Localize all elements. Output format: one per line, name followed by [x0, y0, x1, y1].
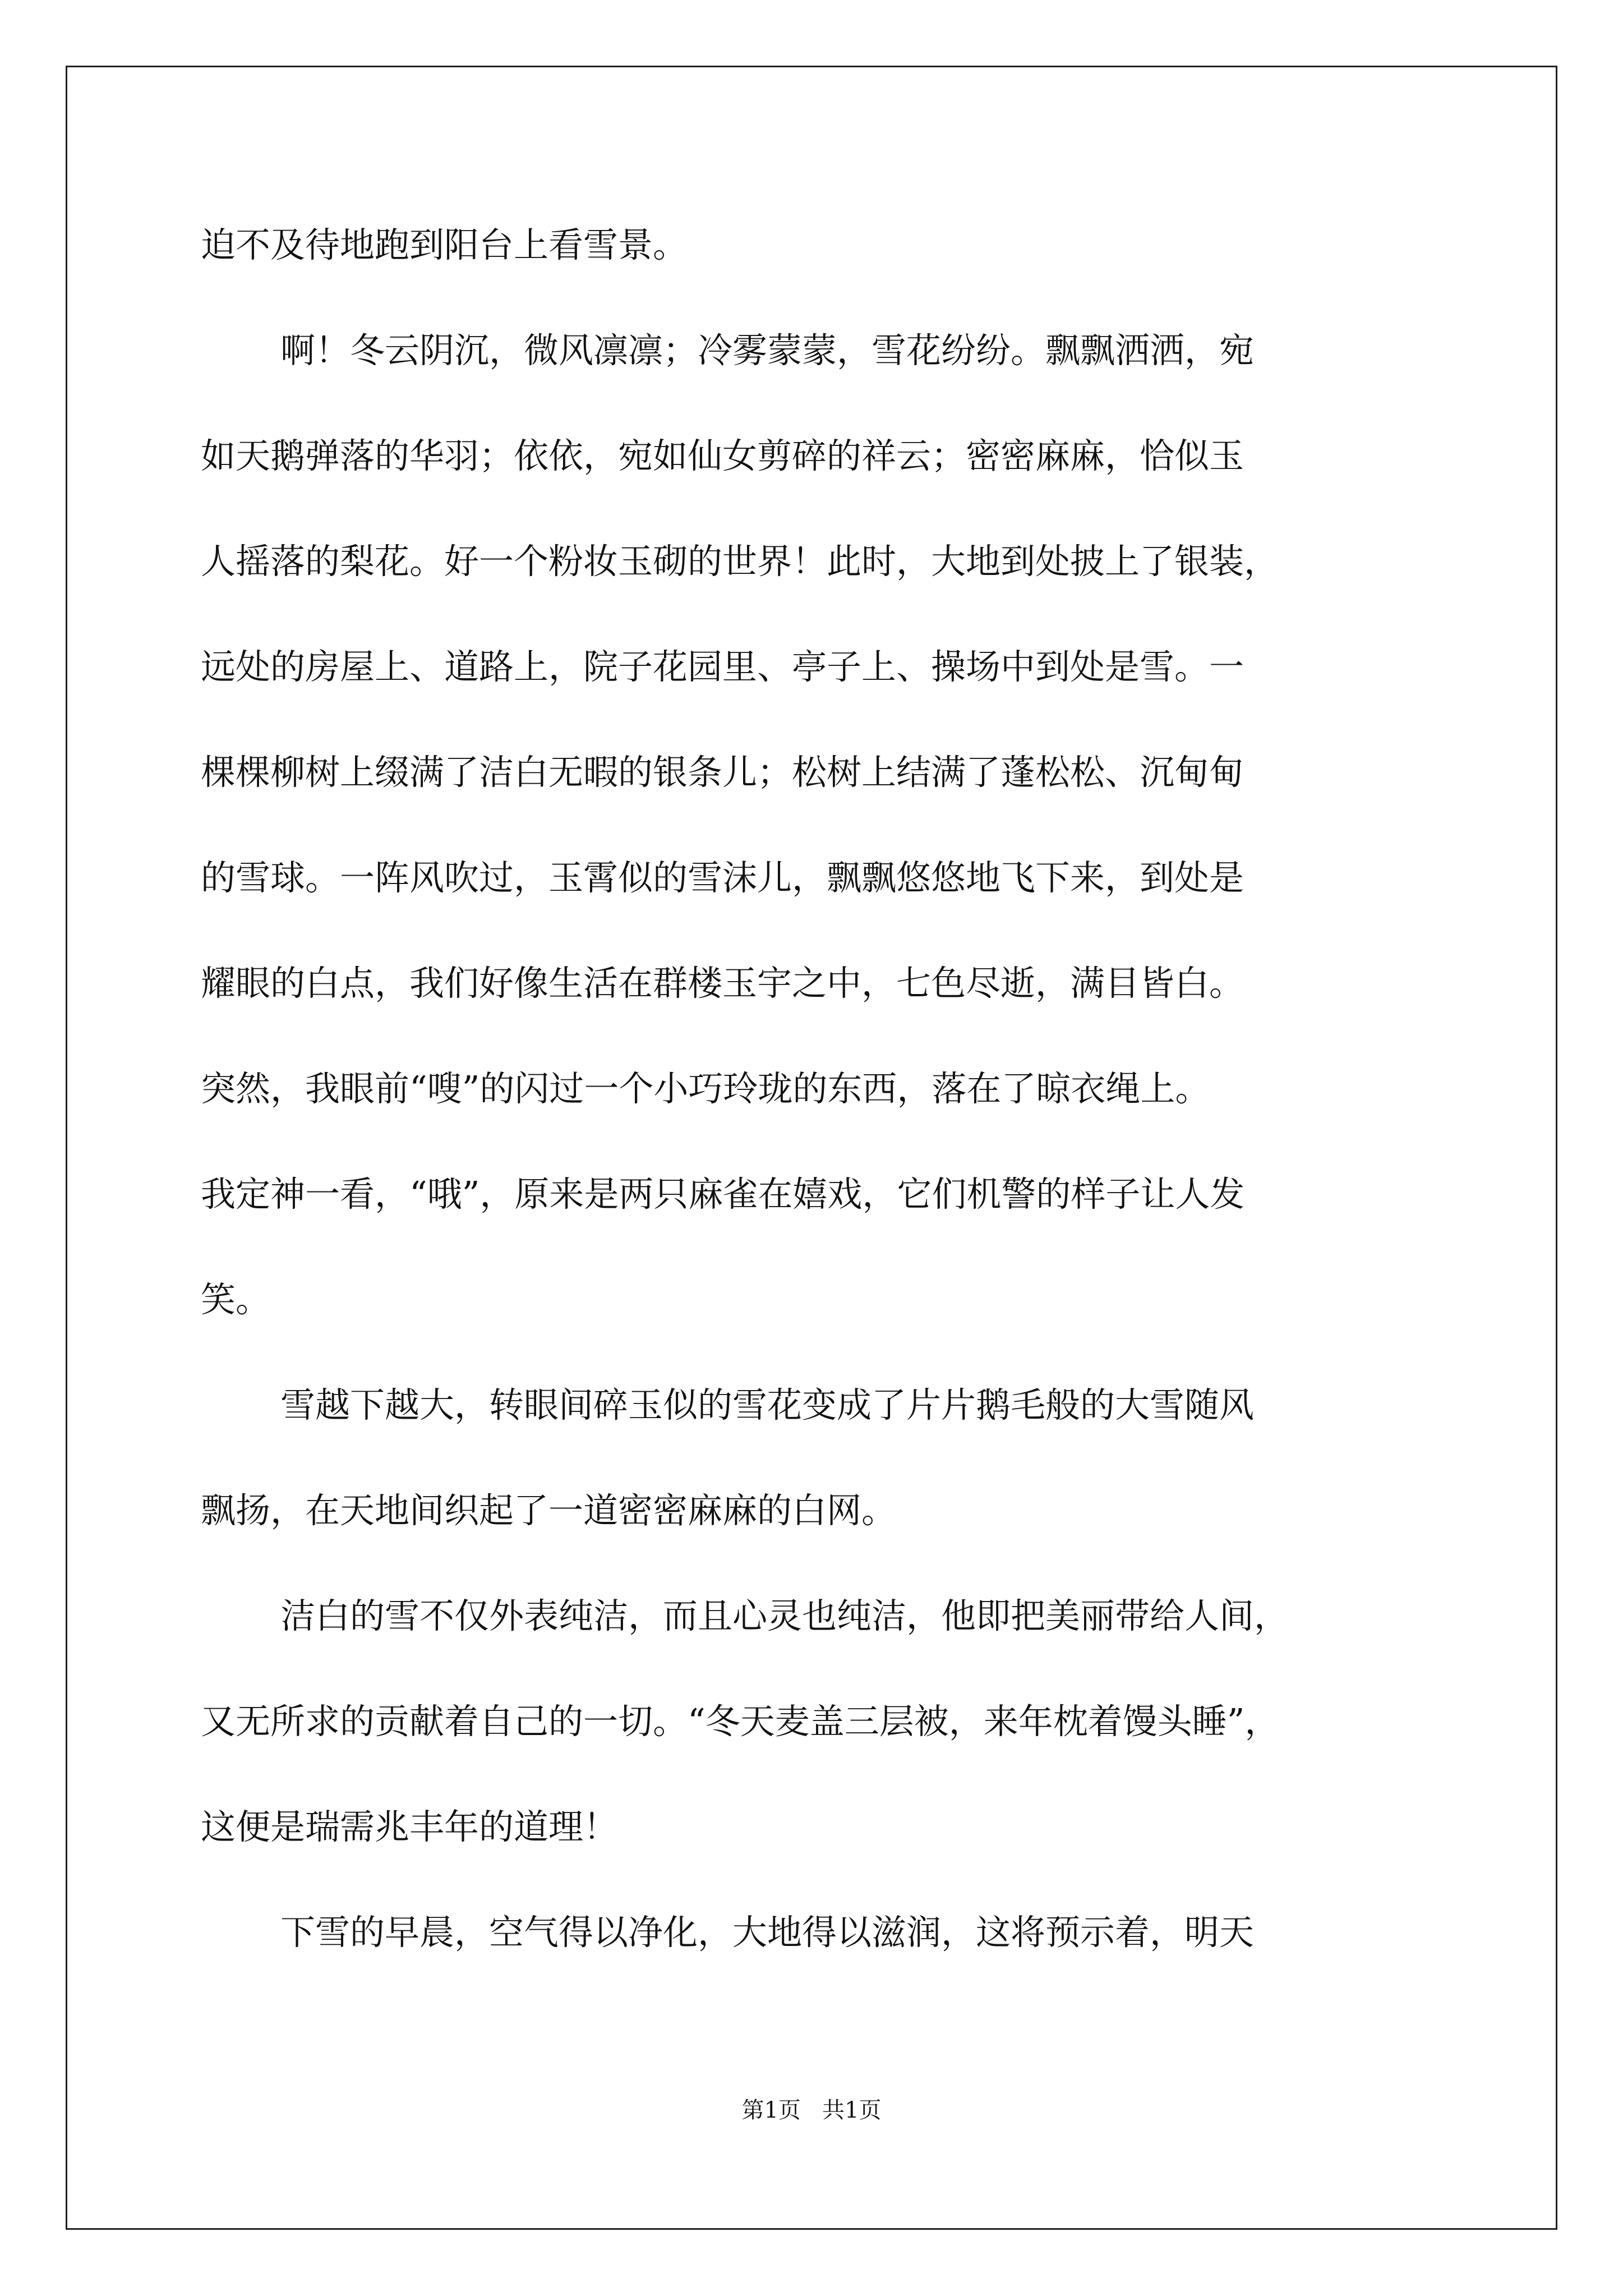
text-line: 突然，我眼前“嗖”的闪过一个小巧玲珑的东西，落在了晾衣绳上。: [201, 1068, 1210, 1109]
text-line: 如天鹅弹落的华羽；依依，宛如仙女剪碎的祥云；密密麻麻，恰似玉: [201, 435, 1244, 476]
text-line: 棵棵柳树上缀满了洁白无暇的银条儿；松树上结满了蓬松松、沉甸甸: [201, 752, 1244, 793]
text-line: 人摇落的梨花。好一个粉妆玉砌的世界！此时，大地到处披上了银装，: [201, 541, 1279, 582]
text-line: 我定神一看，“哦”，原来是两只麻雀在嬉戏，它们机警的样子让人发: [201, 1174, 1245, 1214]
text-line: 的雪球。一阵风吹过，玉霄似的雪沫儿，飘飘悠悠地飞下来，到处是: [201, 857, 1244, 898]
text-line: 笑。: [201, 1279, 271, 1320]
page-number-footer: 第1页 共1页: [741, 2097, 882, 2123]
text-line: 这便是瑞需兆丰年的道理！: [201, 1806, 619, 1847]
text-line: 啊！冬云阴沉，微风凛凛；冷雾蒙蒙，雪花纷纷。飘飘洒洒，宛: [280, 330, 1255, 371]
text-line: 飘扬，在天地间织起了一道密密麻麻的白网。: [201, 1490, 897, 1531]
text-line: 远处的房屋上、道路上，院子花园里、亭子上、操场中到处是雪。一: [201, 646, 1244, 687]
text-line: 又无所求的贡献着自己的一切。“冬天麦盖三层被，来年枕着馒头睡”，: [201, 1701, 1280, 1742]
text-line: 下雪的早晨，空气得以净化，大地得以滋润，这将预示着，明天: [280, 1912, 1255, 1953]
text-line: 耀眼的白点，我们好像生活在群楼玉宇之中，七色尽逝，满目皆白。: [201, 963, 1244, 1004]
text-line: 雪越下越大，转眼间碎玉似的雪花变成了片片鹅毛般的大雪随风: [280, 1384, 1255, 1425]
text-line: 迫不及待地跑到阳台上看雪景。: [201, 224, 688, 265]
text-line: 洁白的雪不仅外表纯洁，而且心灵也纯洁，他即把美丽带给人间，: [280, 1595, 1289, 1636]
